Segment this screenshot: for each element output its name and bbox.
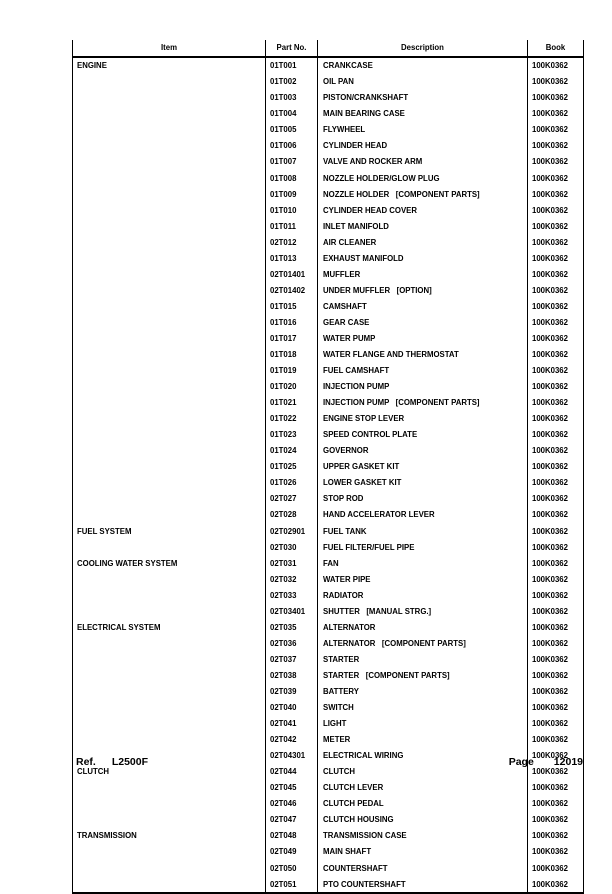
cell-description: CLUTCH HOUSING — [318, 812, 528, 828]
cell-item — [73, 283, 266, 299]
cell-part-no: 01T018 — [266, 347, 318, 363]
cell-item — [73, 154, 266, 170]
table-header-row — [73, 40, 584, 57]
cell-part-no: 01T009 — [266, 186, 318, 202]
cell-book: 100K0362 — [528, 57, 584, 74]
cell-item — [73, 796, 266, 812]
column-header-description: Description — [318, 40, 528, 57]
cell-description: WATER PIPE — [318, 572, 528, 588]
cell-book: 100K0362 — [528, 844, 584, 860]
cell-book: 100K0362 — [528, 860, 584, 876]
table-row — [73, 652, 584, 668]
column-header-item: Item — [73, 40, 266, 57]
cell-part-no: 02T032 — [266, 572, 318, 588]
cell-description: OIL PAN — [318, 74, 528, 90]
cell-description: STOP ROD — [318, 491, 528, 507]
cell-part-no: 02T030 — [266, 539, 318, 555]
cell-description: HAND ACCELERATOR LEVER — [318, 507, 528, 523]
table-row — [73, 716, 584, 732]
cell-book: 100K0362 — [528, 411, 584, 427]
cell-description: NOZZLE HOLDER [COMPONENT PARTS] — [318, 186, 528, 202]
cell-book: 100K0362 — [528, 315, 584, 331]
table-row — [73, 812, 584, 828]
cell-description: GOVERNOR — [318, 443, 528, 459]
table-row — [73, 395, 584, 411]
cell-part-no: 02T047 — [266, 812, 318, 828]
cell-item — [73, 780, 266, 796]
cell-book: 100K0362 — [528, 491, 584, 507]
footer-page-label: Page — [508, 756, 534, 768]
cell-book: 100K0362 — [528, 186, 584, 202]
cell-book: 100K0362 — [528, 235, 584, 251]
cell-part-no: 02T01401 — [266, 267, 318, 283]
cell-part-no: 01T026 — [266, 475, 318, 491]
cell-part-no: 02T046 — [266, 796, 318, 812]
cell-part-no: 02T037 — [266, 652, 318, 668]
table-row — [73, 668, 584, 684]
cell-description: NOZZLE HOLDER/GLOW PLUG — [318, 170, 528, 186]
table-row — [73, 251, 584, 267]
cell-description: VALVE AND ROCKER ARM — [318, 154, 528, 170]
cell-item — [73, 636, 266, 652]
cell-item: TRANSMISSION — [73, 828, 266, 844]
cell-part-no: 02T012 — [266, 235, 318, 251]
cell-part-no: 02T049 — [266, 844, 318, 860]
table-row — [73, 57, 584, 74]
cell-book: 100K0362 — [528, 780, 584, 796]
cell-book: 100K0362 — [528, 443, 584, 459]
cell-description: PTO COUNTERSHAFT — [318, 876, 528, 893]
cell-book: 100K0362 — [528, 732, 584, 748]
cell-part-no: 01T007 — [266, 154, 318, 170]
cell-part-no: 02T038 — [266, 668, 318, 684]
cell-description: COUNTERSHAFT — [318, 860, 528, 876]
cell-description: UNDER MUFFLER [OPTION] — [318, 283, 528, 299]
cell-book: 100K0362 — [528, 106, 584, 122]
cell-description: TRANSMISSION CASE — [318, 828, 528, 844]
cell-item: ELECTRICAL SYSTEM — [73, 620, 266, 636]
table-row — [73, 219, 584, 235]
cell-item — [73, 235, 266, 251]
table-row — [73, 106, 584, 122]
cell-book: 100K0362 — [528, 668, 584, 684]
cell-description: WATER PUMP — [318, 331, 528, 347]
cell-description: FAN — [318, 556, 528, 572]
cell-item — [73, 315, 266, 331]
cell-item — [73, 876, 266, 893]
cell-description: AIR CLEANER — [318, 235, 528, 251]
cell-description: BATTERY — [318, 684, 528, 700]
cell-description: ENGINE STOP LEVER — [318, 411, 528, 427]
cell-item — [73, 539, 266, 555]
cell-book: 100K0362 — [528, 299, 584, 315]
cell-book: 100K0362 — [528, 556, 584, 572]
cell-item — [73, 491, 266, 507]
cell-description: FUEL TANK — [318, 523, 528, 539]
cell-part-no: 02T050 — [266, 860, 318, 876]
cell-description: INJECTION PUMP — [318, 379, 528, 395]
cell-item — [73, 74, 266, 90]
cell-book: 100K0362 — [528, 700, 584, 716]
cell-book: 100K0362 — [528, 716, 584, 732]
footer-reference — [76, 756, 148, 768]
cell-item — [73, 251, 266, 267]
table-row — [73, 170, 584, 186]
cell-part-no: 01T024 — [266, 443, 318, 459]
cell-description: ALTERNATOR [COMPONENT PARTS] — [318, 636, 528, 652]
cell-part-no: 02T028 — [266, 507, 318, 523]
cell-item — [73, 812, 266, 828]
cell-item — [73, 331, 266, 347]
cell-part-no: 01T010 — [266, 202, 318, 218]
cell-description: MUFFLER — [318, 267, 528, 283]
cell-part-no: 02T041 — [266, 716, 318, 732]
cell-item: COOLING WATER SYSTEM — [73, 556, 266, 572]
column-header-part-no: Part No. — [266, 40, 318, 57]
cell-description: INJECTION PUMP [COMPONENT PARTS] — [318, 395, 528, 411]
table-row — [73, 379, 584, 395]
cell-item — [73, 170, 266, 186]
cell-description: FUEL CAMSHAFT — [318, 363, 528, 379]
cell-book: 100K0362 — [528, 267, 584, 283]
table-row — [73, 138, 584, 154]
footer-ref-label: Ref. — [76, 756, 96, 768]
cell-book: 100K0362 — [528, 684, 584, 700]
table-row — [73, 74, 584, 90]
cell-book: 100K0362 — [528, 876, 584, 893]
cell-item — [73, 700, 266, 716]
cell-description: PISTON/CRANKSHAFT — [318, 90, 528, 106]
cell-part-no: 01T025 — [266, 459, 318, 475]
cell-part-no: 01T003 — [266, 90, 318, 106]
table-row — [73, 459, 584, 475]
table-row — [73, 876, 584, 893]
cell-book: 100K0362 — [528, 363, 584, 379]
cell-part-no: 02T044 — [266, 764, 318, 780]
cell-book: 100K0362 — [528, 154, 584, 170]
cell-book: 100K0362 — [528, 652, 584, 668]
cell-description: STARTER — [318, 652, 528, 668]
cell-item: CLUTCH — [73, 764, 266, 780]
table-row — [73, 186, 584, 202]
cell-book: 100K0362 — [528, 539, 584, 555]
cell-book: 100K0362 — [528, 331, 584, 347]
cell-description: CLUTCH — [318, 764, 528, 780]
table-header — [73, 40, 584, 57]
footer-page-value: 12019 — [553, 756, 583, 768]
cell-item — [73, 604, 266, 620]
cell-part-no: 01T019 — [266, 363, 318, 379]
cell-item — [73, 122, 266, 138]
cell-book: 100K0362 — [528, 572, 584, 588]
cell-item — [73, 716, 266, 732]
table-row — [73, 604, 584, 620]
cell-item — [73, 267, 266, 283]
cell-book: 100K0362 — [528, 588, 584, 604]
table-row — [73, 844, 584, 860]
table-row — [73, 572, 584, 588]
cell-book: 100K0362 — [528, 475, 584, 491]
cell-description: STARTER [COMPONENT PARTS] — [318, 668, 528, 684]
cell-item — [73, 363, 266, 379]
cell-description: CYLINDER HEAD — [318, 138, 528, 154]
cell-item — [73, 459, 266, 475]
cell-description: CAMSHAFT — [318, 299, 528, 315]
cell-item — [73, 844, 266, 860]
cell-book: 100K0362 — [528, 347, 584, 363]
cell-description: SPEED CONTROL PLATE — [318, 427, 528, 443]
cell-item — [73, 138, 266, 154]
table-row — [73, 90, 584, 106]
cell-part-no: 01T021 — [266, 395, 318, 411]
table-row — [73, 475, 584, 491]
table-row — [73, 267, 584, 283]
cell-item — [73, 106, 266, 122]
cell-part-no: 01T004 — [266, 106, 318, 122]
table-row — [73, 443, 584, 459]
table-row — [73, 732, 584, 748]
table-row — [73, 828, 584, 844]
cell-book: 100K0362 — [528, 828, 584, 844]
cell-part-no: 02T031 — [266, 556, 318, 572]
table-row — [73, 299, 584, 315]
table-row — [73, 315, 584, 331]
footer-ref-value: L2500F — [111, 756, 149, 768]
table-row — [73, 235, 584, 251]
table-row — [73, 283, 584, 299]
cell-book: 100K0362 — [528, 748, 584, 764]
table-row — [73, 780, 584, 796]
table-row — [73, 684, 584, 700]
cell-book: 100K0362 — [528, 636, 584, 652]
table-row — [73, 636, 584, 652]
table-row — [73, 556, 584, 572]
table-row — [73, 860, 584, 876]
cell-item — [73, 299, 266, 315]
cell-description: METER — [318, 732, 528, 748]
cell-part-no: 01T005 — [266, 122, 318, 138]
cell-item — [73, 588, 266, 604]
cell-part-no: 02T033 — [266, 588, 318, 604]
cell-description: GEAR CASE — [318, 315, 528, 331]
page-footer — [72, 756, 583, 772]
cell-item — [73, 395, 266, 411]
cell-description: CLUTCH LEVER — [318, 780, 528, 796]
cell-description: UPPER GASKET KIT — [318, 459, 528, 475]
cell-part-no: 02T042 — [266, 732, 318, 748]
cell-item — [73, 684, 266, 700]
column-header-book: Book — [528, 40, 584, 57]
cell-item — [73, 652, 266, 668]
cell-description: WATER FLANGE AND THERMOSTAT — [318, 347, 528, 363]
cell-item — [73, 732, 266, 748]
cell-part-no: 02T045 — [266, 780, 318, 796]
cell-item — [73, 443, 266, 459]
cell-part-no: 02T048 — [266, 828, 318, 844]
cell-part-no: 01T006 — [266, 138, 318, 154]
table-row — [73, 202, 584, 218]
cell-part-no: 02T039 — [266, 684, 318, 700]
cell-book: 100K0362 — [528, 138, 584, 154]
cell-description: CYLINDER HEAD COVER — [318, 202, 528, 218]
cell-description: CRANKCASE — [318, 57, 528, 74]
cell-part-no: 02T027 — [266, 491, 318, 507]
cell-item — [73, 411, 266, 427]
cell-part-no: 01T023 — [266, 427, 318, 443]
cell-book: 100K0362 — [528, 379, 584, 395]
cell-part-no: 02T040 — [266, 700, 318, 716]
cell-part-no: 01T022 — [266, 411, 318, 427]
table-row — [73, 411, 584, 427]
cell-book: 100K0362 — [528, 459, 584, 475]
cell-item — [73, 90, 266, 106]
cell-item — [73, 186, 266, 202]
cell-item — [73, 572, 266, 588]
cell-book: 100K0362 — [528, 283, 584, 299]
cell-book: 100K0362 — [528, 796, 584, 812]
table-row — [73, 154, 584, 170]
cell-book: 100K0362 — [528, 122, 584, 138]
cell-description: MAIN SHAFT — [318, 844, 528, 860]
cell-description: ELECTRICAL WIRING — [318, 748, 528, 764]
table-row — [73, 507, 584, 523]
cell-description: EXHAUST MANIFOLD — [318, 251, 528, 267]
table-row — [73, 363, 584, 379]
cell-book: 100K0362 — [528, 764, 584, 780]
table-row — [73, 122, 584, 138]
cell-part-no: 02T03401 — [266, 604, 318, 620]
table-row — [73, 539, 584, 555]
cell-item — [73, 475, 266, 491]
cell-part-no: 02T051 — [266, 876, 318, 893]
cell-item — [73, 347, 266, 363]
cell-part-no: 01T002 — [266, 74, 318, 90]
cell-part-no: 01T013 — [266, 251, 318, 267]
cell-book: 100K0362 — [528, 219, 584, 235]
table-row — [73, 796, 584, 812]
cell-description: SHUTTER [MANUAL STRG.] — [318, 604, 528, 620]
cell-book: 100K0362 — [528, 90, 584, 106]
cell-description: LOWER GASKET KIT — [318, 475, 528, 491]
cell-book: 100K0362 — [528, 812, 584, 828]
cell-item — [73, 219, 266, 235]
cell-book: 100K0362 — [528, 74, 584, 90]
cell-part-no: 02T036 — [266, 636, 318, 652]
cell-description: LIGHT — [318, 716, 528, 732]
cell-part-no: 02T02901 — [266, 523, 318, 539]
cell-part-no: 02T01402 — [266, 283, 318, 299]
table-row — [73, 347, 584, 363]
table-row — [73, 491, 584, 507]
cell-part-no: 02T04301 — [266, 748, 318, 764]
cell-book: 100K0362 — [528, 523, 584, 539]
cell-part-no: 01T017 — [266, 331, 318, 347]
cell-book: 100K0362 — [528, 507, 584, 523]
table-row — [73, 331, 584, 347]
cell-description: CLUTCH PEDAL — [318, 796, 528, 812]
cell-description: RADIATOR — [318, 588, 528, 604]
cell-book: 100K0362 — [528, 604, 584, 620]
cell-description: SWITCH — [318, 700, 528, 716]
cell-part-no: 01T008 — [266, 170, 318, 186]
cell-part-no: 01T020 — [266, 379, 318, 395]
cell-book: 100K0362 — [528, 202, 584, 218]
cell-book: 100K0362 — [528, 251, 584, 267]
cell-description: ALTERNATOR — [318, 620, 528, 636]
cell-book: 100K0362 — [528, 395, 584, 411]
cell-part-no: 01T016 — [266, 315, 318, 331]
table-row — [73, 700, 584, 716]
cell-item — [73, 860, 266, 876]
cell-item — [73, 427, 266, 443]
cell-description: INLET MANIFOLD — [318, 219, 528, 235]
cell-item: FUEL SYSTEM — [73, 523, 266, 539]
cell-book: 100K0362 — [528, 620, 584, 636]
cell-book: 100K0362 — [528, 170, 584, 186]
cell-part-no: 02T035 — [266, 620, 318, 636]
cell-item — [73, 507, 266, 523]
cell-description: FLYWHEEL — [318, 122, 528, 138]
cell-description: MAIN BEARING CASE — [318, 106, 528, 122]
table-row — [73, 523, 584, 539]
cell-item — [73, 668, 266, 684]
cell-part-no: 01T011 — [266, 219, 318, 235]
table-row — [73, 620, 584, 636]
footer-page — [509, 756, 583, 768]
table-row — [73, 588, 584, 604]
table-row — [73, 427, 584, 443]
cell-item: ENGINE — [73, 57, 266, 74]
cell-part-no: 01T015 — [266, 299, 318, 315]
cell-part-no: 01T001 — [266, 57, 318, 74]
cell-item — [73, 379, 266, 395]
cell-book: 100K0362 — [528, 427, 584, 443]
cell-description: FUEL FILTER/FUEL PIPE — [318, 539, 528, 555]
cell-item — [73, 202, 266, 218]
